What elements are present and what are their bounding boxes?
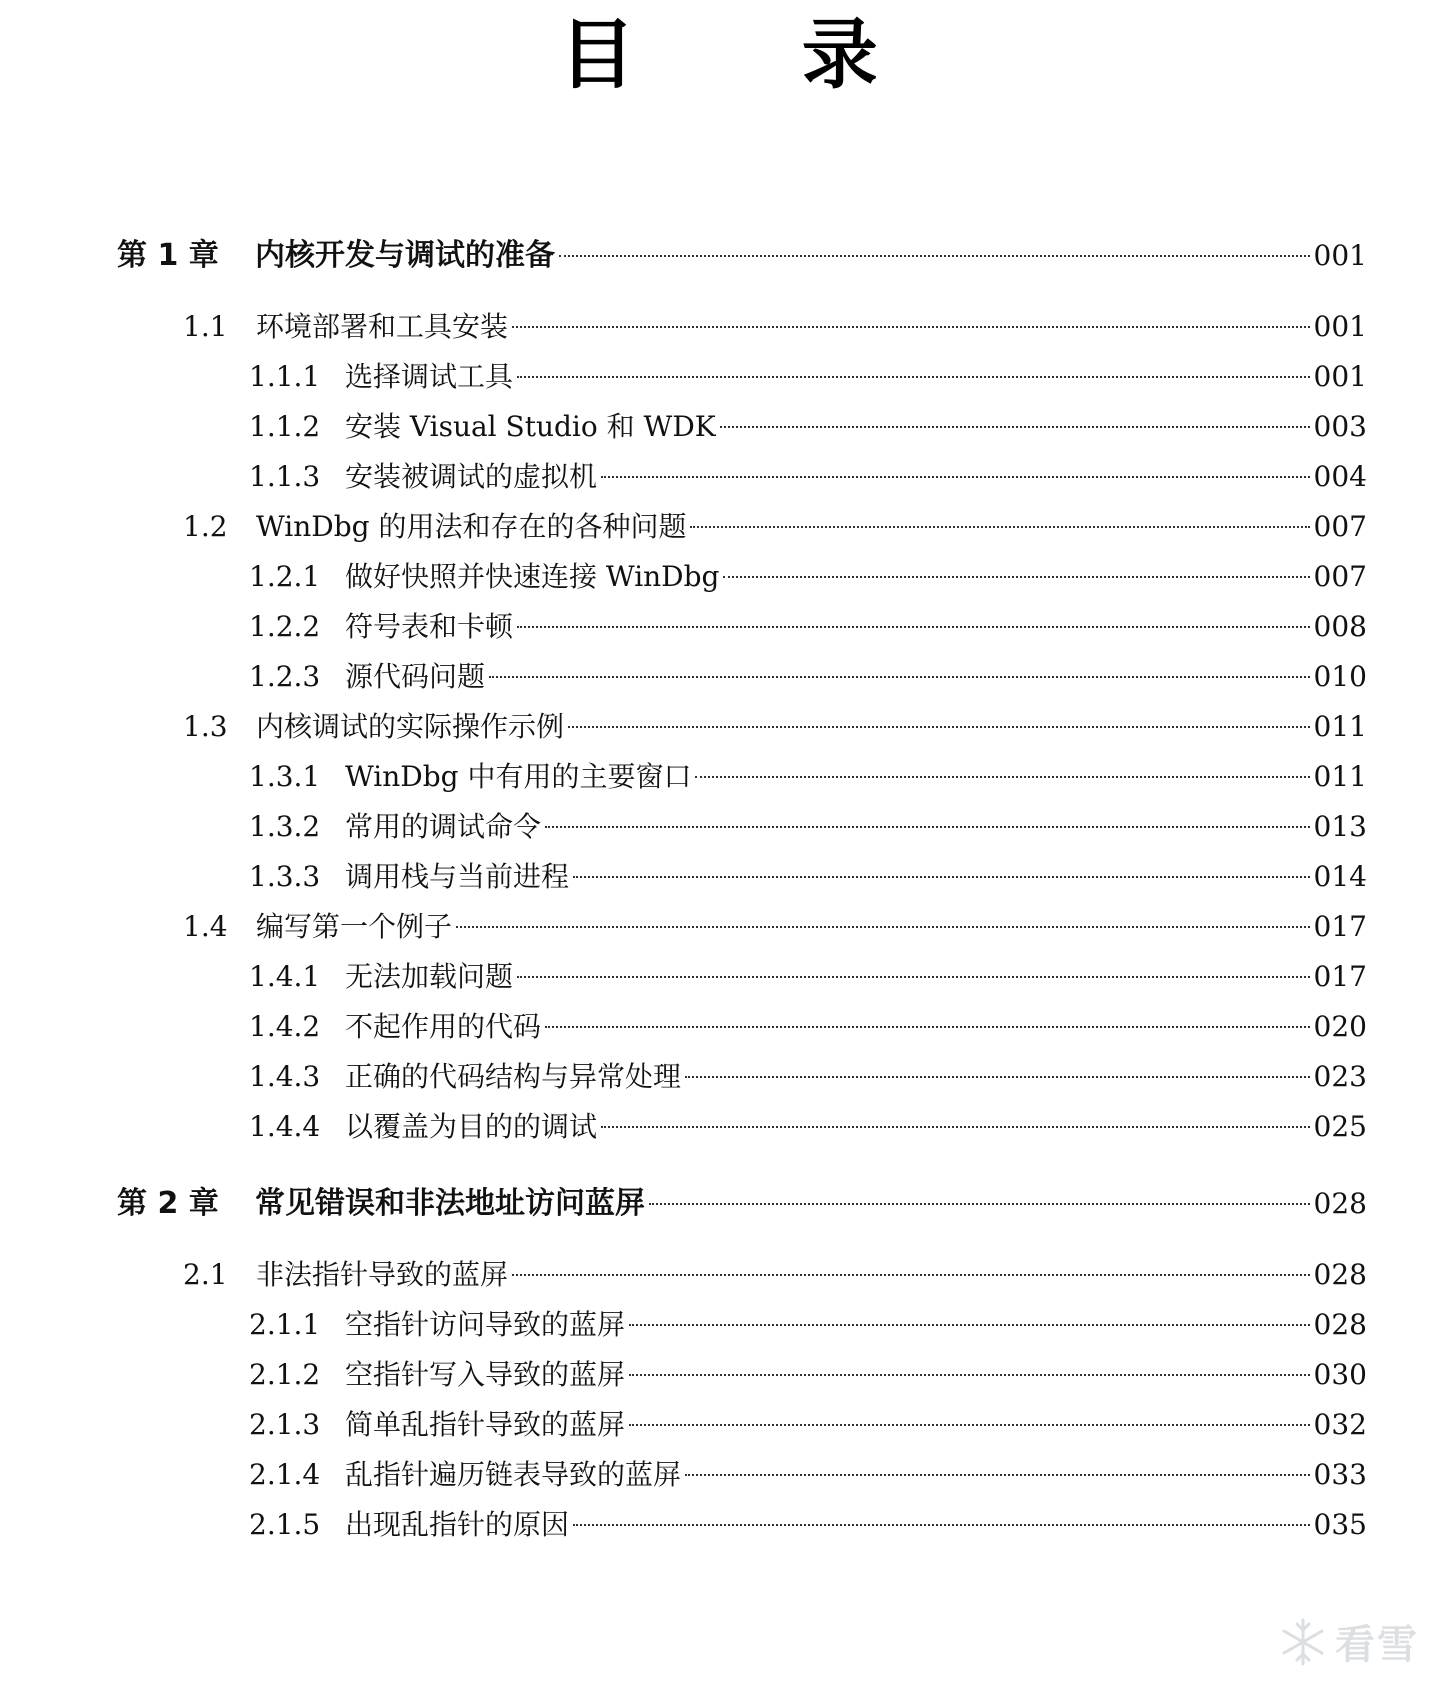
subsection-number: 2.1.4 xyxy=(249,1458,321,1491)
subsection-number: 2.1.5 xyxy=(249,1508,321,1541)
page-number: 028 xyxy=(1313,1258,1367,1291)
page-number: 028 xyxy=(1313,1187,1367,1220)
toc-subsection-1-1-2[interactable] xyxy=(249,405,1367,445)
subsection-title: 以覆盖为目的的调试 xyxy=(345,1110,598,1143)
page-number: 030 xyxy=(1313,1358,1367,1391)
subsection-number: 2.1.1 xyxy=(249,1308,321,1341)
dot-leader xyxy=(690,526,1309,528)
subsection-number: 2.1.3 xyxy=(249,1408,321,1441)
toc-subsection-1-1-3[interactable] xyxy=(249,455,1367,495)
toc-subsection-1-2-3[interactable] xyxy=(249,655,1367,695)
dot-leader xyxy=(629,1374,1310,1376)
subsection-number: 2.1.2 xyxy=(249,1358,321,1391)
subsection-number: 1.3.3 xyxy=(249,860,321,893)
section-title: 非法指针导致的蓝屏 xyxy=(256,1258,509,1291)
page-number: 023 xyxy=(1313,1060,1367,1093)
dot-leader xyxy=(545,826,1310,828)
subsection-title: WinDbg 中有用的主要窗口 xyxy=(345,760,692,793)
subsection-number: 1.4.2 xyxy=(249,1010,321,1043)
toc-section-1-2[interactable] xyxy=(183,505,1367,545)
page-number: 032 xyxy=(1313,1408,1367,1441)
dot-leader xyxy=(456,926,1310,928)
page-number: 035 xyxy=(1313,1508,1367,1541)
page-number: 001 xyxy=(1313,310,1367,343)
page-number: 017 xyxy=(1313,960,1367,993)
dot-leader xyxy=(601,1126,1310,1128)
subsection-title: 乱指针遍历链表导致的蓝屏 xyxy=(345,1458,682,1491)
watermark xyxy=(1277,1613,1419,1670)
dot-leader xyxy=(545,1026,1310,1028)
dot-leader xyxy=(512,326,1310,328)
subsection-title: 空指针访问导致的蓝屏 xyxy=(345,1308,626,1341)
snowflake-icon xyxy=(1277,1616,1329,1668)
toc-subsection-2-1-5[interactable] xyxy=(249,1503,1367,1543)
dot-leader xyxy=(629,1324,1310,1326)
page-number: 014 xyxy=(1313,860,1367,893)
dot-leader xyxy=(573,1524,1310,1526)
subsection-title: 无法加载问题 xyxy=(345,960,514,993)
section-number: 1.4 xyxy=(183,910,228,943)
toc-chapter-1[interactable] xyxy=(117,230,1367,274)
toc-subsection-1-3-1[interactable] xyxy=(249,755,1367,795)
page-number: 017 xyxy=(1313,910,1367,943)
subsection-title: 常用的调试命令 xyxy=(345,810,542,843)
page-number: 007 xyxy=(1313,560,1367,593)
dot-leader xyxy=(559,255,1310,257)
dot-leader xyxy=(723,576,1309,578)
page-title: 目 录 xyxy=(559,10,948,99)
toc-subsection-1-1-1[interactable] xyxy=(249,355,1367,395)
subsection-number: 1.1.2 xyxy=(249,410,321,443)
section-title: 编写第一个例子 xyxy=(256,910,453,943)
subsection-title: 安装 Visual Studio 和 WDK xyxy=(345,410,716,443)
page-number: 010 xyxy=(1313,660,1367,693)
subsection-title: 做好快照并快速连接 WinDbg xyxy=(345,560,720,593)
page-number: 033 xyxy=(1313,1458,1367,1491)
subsection-title: 简单乱指针导致的蓝屏 xyxy=(345,1408,626,1441)
subsection-title: 选择调试工具 xyxy=(345,360,514,393)
dot-leader xyxy=(695,776,1309,778)
subsection-number: 1.3.1 xyxy=(249,760,321,793)
toc-section-2-1[interactable] xyxy=(183,1253,1367,1293)
section-number: 1.2 xyxy=(183,510,228,543)
dot-leader xyxy=(568,726,1310,728)
chapter-title: 常见错误和非法地址访问蓝屏 xyxy=(255,1186,645,1221)
toc-section-1-4[interactable] xyxy=(183,905,1367,945)
page-number: 001 xyxy=(1313,360,1367,393)
subsection-title: 出现乱指针的原因 xyxy=(345,1508,570,1541)
subsection-title: 符号表和卡顿 xyxy=(345,610,514,643)
subsection-number: 1.2.3 xyxy=(249,660,321,693)
toc-subsection-1-2-2[interactable] xyxy=(249,605,1367,645)
toc-subsection-2-1-3[interactable] xyxy=(249,1403,1367,1443)
section-title: 内核调试的实际操作示例 xyxy=(256,710,565,743)
subsection-title: 安装被调试的虚拟机 xyxy=(345,460,598,493)
subsection-title: 调用栈与当前进程 xyxy=(345,860,570,893)
subsection-number: 1.4.3 xyxy=(249,1060,321,1093)
dot-leader xyxy=(489,676,1310,678)
subsection-number: 1.2.1 xyxy=(249,560,321,593)
page-number: 025 xyxy=(1313,1110,1367,1143)
subsection-title: 正确的代码结构与异常处理 xyxy=(345,1060,682,1093)
page-number: 028 xyxy=(1313,1308,1367,1341)
dot-leader xyxy=(517,376,1310,378)
page-number: 013 xyxy=(1313,810,1367,843)
toc-subsection-1-4-4[interactable] xyxy=(249,1105,1367,1145)
toc-subsection-2-1-2[interactable] xyxy=(249,1353,1367,1393)
toc-chapter-2[interactable] xyxy=(117,1178,1367,1222)
dot-leader xyxy=(601,476,1310,478)
page-number: 020 xyxy=(1313,1010,1367,1043)
dot-leader xyxy=(512,1274,1310,1276)
subsection-title: 源代码问题 xyxy=(345,660,486,693)
chapter-number: 第 2 章 xyxy=(117,1186,219,1221)
section-number: 1.1 xyxy=(183,310,228,343)
subsection-title: 空指针写入导致的蓝屏 xyxy=(345,1358,626,1391)
dot-leader xyxy=(649,1203,1310,1205)
section-title: WinDbg 的用法和存在的各种问题 xyxy=(256,510,687,543)
dot-leader xyxy=(517,626,1310,628)
subsection-number: 1.4.4 xyxy=(249,1110,321,1143)
subsection-number: 1.2.2 xyxy=(249,610,321,643)
toc-subsection-1-3-3[interactable] xyxy=(249,855,1367,895)
toc-section-1-1[interactable] xyxy=(183,305,1367,345)
dot-leader xyxy=(720,426,1310,428)
toc-subsection-2-1-4[interactable] xyxy=(249,1453,1367,1493)
page-number: 008 xyxy=(1313,610,1367,643)
section-number: 2.1 xyxy=(183,1258,228,1291)
page-number: 004 xyxy=(1313,460,1367,493)
section-title: 环境部署和工具安装 xyxy=(256,310,509,343)
watermark-text: 看雪 xyxy=(1335,1622,1419,1668)
page-number: 011 xyxy=(1313,760,1367,793)
chapter-title: 内核开发与调试的准备 xyxy=(255,238,555,273)
page-number: 011 xyxy=(1313,710,1367,743)
toc-subsection-2-1-1[interactable] xyxy=(249,1303,1367,1343)
toc-subsection-1-4-2[interactable] xyxy=(249,1005,1367,1045)
page-number: 001 xyxy=(1313,239,1367,272)
toc-subsection-1-4-1[interactable] xyxy=(249,955,1367,995)
subsection-number: 1.3.2 xyxy=(249,810,321,843)
toc-subsection-1-4-3[interactable] xyxy=(249,1055,1367,1095)
page-number: 003 xyxy=(1313,410,1367,443)
subsection-number: 1.4.1 xyxy=(249,960,321,993)
dot-leader xyxy=(629,1424,1310,1426)
dot-leader xyxy=(573,876,1310,878)
dot-leader xyxy=(685,1076,1310,1078)
subsection-number: 1.1.1 xyxy=(249,360,321,393)
subsection-number: 1.1.3 xyxy=(249,460,321,493)
subsection-title: 不起作用的代码 xyxy=(345,1010,542,1043)
toc-subsection-1-3-2[interactable] xyxy=(249,805,1367,845)
toc-section-1-3[interactable] xyxy=(183,705,1367,745)
section-number: 1.3 xyxy=(183,710,228,743)
chapter-number: 第 1 章 xyxy=(117,238,219,273)
dot-leader xyxy=(517,976,1310,978)
page-number: 007 xyxy=(1313,510,1367,543)
toc-subsection-1-2-1[interactable] xyxy=(249,555,1367,595)
dot-leader xyxy=(685,1474,1310,1476)
